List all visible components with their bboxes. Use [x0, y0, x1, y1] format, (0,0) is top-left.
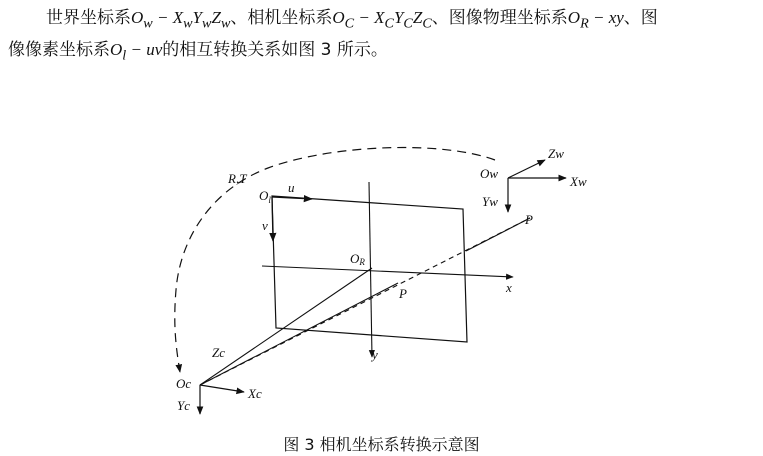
- v-label: v: [262, 218, 268, 233]
- p-inner-label: P: [399, 286, 407, 301]
- zc-axis: [200, 268, 372, 385]
- u-label: u: [288, 180, 295, 195]
- oc-label: Oc: [176, 376, 192, 391]
- y-label: y: [372, 347, 378, 362]
- yw-label: Yw: [482, 194, 498, 209]
- projection-ray-outer: [466, 218, 530, 251]
- or-label: OR: [350, 251, 365, 267]
- xc-axis: [200, 385, 244, 392]
- xw-label: Xw: [570, 174, 587, 189]
- x-axis: [262, 266, 513, 277]
- zw-axis: [508, 160, 545, 178]
- zc-label: Zc: [212, 345, 225, 360]
- xc-label: Xc: [248, 386, 262, 401]
- ol-label: $O_l$: [259, 188, 271, 205]
- zw-label: Zw: [548, 146, 564, 161]
- v-axis: [272, 197, 273, 241]
- p-outer-label: P: [525, 212, 533, 227]
- rt-label: R,T: [228, 171, 247, 186]
- projection-ray: [200, 283, 398, 385]
- rt-transform-arc: [175, 148, 495, 372]
- yc-label: Yc: [177, 398, 190, 413]
- paragraph-line-1: 世界坐标系$O_w - X_wY_wZ_w$、相机坐标系$O_C - X_CY_CZ_C$、图像物理坐标系$O_R$ − xy、图: [46, 8, 658, 32]
- x-label: x: [506, 280, 512, 295]
- paragraph-line-2: 像像素坐标系$O_l$ − uv的相互转换关系如图 3 所示。: [8, 40, 388, 64]
- ow-label: Ow: [480, 166, 499, 181]
- figure-caption: 图 3 相机坐标系转换示意图: [283, 435, 480, 454]
